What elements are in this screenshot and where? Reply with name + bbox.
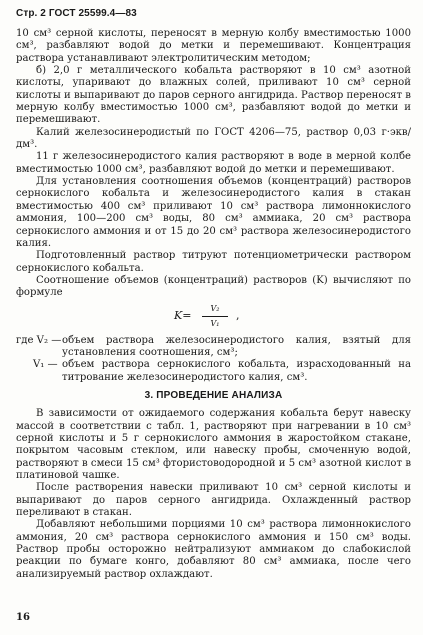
definition-label: V₁ — bbox=[33, 359, 58, 371]
paragraph: Подготовленный раствор титруют потенциометрически раствором сернокислого кобальта. bbox=[16, 250, 411, 274]
page-header: Стр. 2 ГОСТ 25599.4—83 bbox=[16, 8, 137, 19]
formula bbox=[16, 302, 411, 332]
paragraph: Соотношение объемов (концентраций) растворов (K) вычисляют по формуле bbox=[16, 274, 411, 299]
formula-denominator: V₁ bbox=[210, 318, 220, 328]
page-body bbox=[16, 28, 411, 581]
paragraph: 10 см³ серной кислоты, переносят в мерную колбу вместимостью 1000 см³, разбавляют водой до метки и перемешивают. Концентрация раствора устанавливают электролитическим методом; bbox=[16, 28, 411, 64]
paragraph: Калий железосинеродистый по ГОСТ 4206—75, раствор 0,03 г·экв/дм³. bbox=[16, 126, 411, 151]
formula-trail: , bbox=[236, 308, 240, 322]
definition-v2 bbox=[16, 335, 411, 360]
paragraph: Добавляют небольшими порциями 10 см³ раствора лимоннокислого аммония, 20 см³ раствора сернокислого аммония и 150 см³ воды. Раствор пробы осторожно нейтрализуют аммиаком до слабокислой реакции по бумаге конго, добавляют 80 см³ аммиака, после чего анализируемый раствор охлаждают. bbox=[16, 519, 411, 580]
paragraph: 11 г железосинеродистого калия растворяют в воде в мерной колбе вместимостью 1000 см³, разбавляют водой до метки и перемешивают. bbox=[16, 151, 411, 175]
definition-v1 bbox=[16, 359, 411, 384]
paragraph: После растворения навески приливают 10 см³ серной кислоты и выпаривают до паров серного ангидрида. Охлажденный раствор переливают в стакан. bbox=[16, 482, 411, 519]
definition-label: где V₂ — bbox=[16, 334, 62, 346]
formula-numerator: V₂ bbox=[202, 303, 228, 317]
page-number: 16 bbox=[16, 612, 30, 623]
formula-lhs: K= bbox=[174, 308, 192, 322]
definition-text: объем раствора железосинеродистого калия, взятый для установления соотношения, см³; bbox=[62, 334, 411, 358]
paragraph: В зависимости от ожидаемого содержания кобальта берут навеску массой в соответствии с табл. 1, растворяют при нагревании в 10 см³ серной кислоты и 5 г сернокислого аммония в жаростойком стакане, покрытом часовым стеклом, или навеску пробы, смоченную водой, растворяют в смеси 15 см³ фтористоводородной и 5 см³ азотной кислот в платиновой чашке. bbox=[16, 408, 411, 481]
paragraph: б) 2,0 г металлического кобальта растворяют в 10 см³ азотной кислоты, упаривают до влажных солей, приливают 10 см³ серной кислоты и выпаривают до паров серного ангидрида. Раствор переносят в мерную колбу вместимостью 1000 см³, разбавляют водой до метки и перемешивают. bbox=[16, 65, 411, 126]
section-title: 3. ПРОВЕДЕНИЕ АНАЛИЗА bbox=[144, 389, 283, 401]
formula-fraction bbox=[202, 303, 228, 331]
paragraph: Для установления соотношения объемов (концентраций) растворов сернокислого кобальта и железосинеродистого калия в стакан вместимостью 400 см³ приливают 10 см³ раствора лимоннокислого аммония, 100—200 см³ воды, 80 см³ аммиака, 20 см³ раствора сернокислого аммония и от 15 до 20 см³ раствора железосинеродистого калия. bbox=[16, 176, 411, 249]
definition-text: объем раствора сернокислого кобальта, израсходованный на титрование железосинеродистого калия, см³. bbox=[62, 359, 411, 383]
